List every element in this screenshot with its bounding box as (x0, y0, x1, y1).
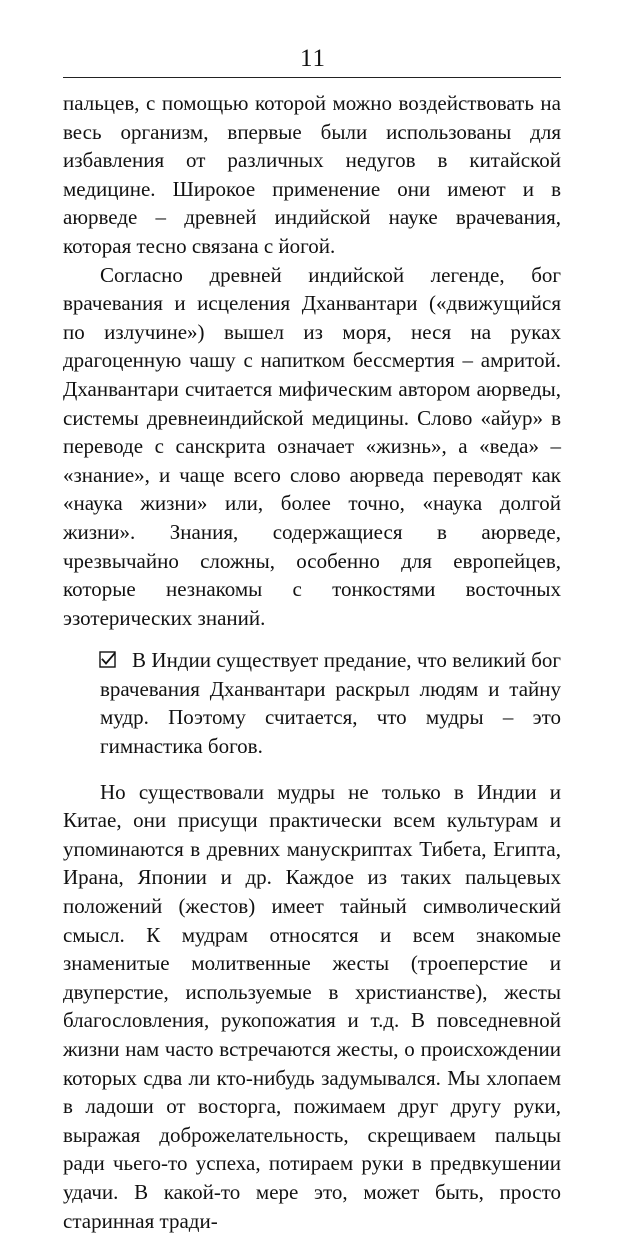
paragraph-mudras-cultures: Но существовали мудры не только в Индии и Китае, они присущи практически всем культурам и упоминаются в древних манускриптах Тибета, Египта, Ирана, Японии и др. Каждое из таких пальцевых положений (жестов) имеет тайный символический смысл. К мудрам относятся и всем знакомые знаменитые молитвенные жесты (троеперстие и двуперстие, используемые в христианстве), жесты благословления, рукопожатия и т.д. В повседневной жизни нам часто встречаются жесты, о происхождении которых сдва ли кто-нибудь задумывался. Мы хлопаем в ладоши от восторга, пожимаем друг другу руки, выражая доброжелательность, скрещиваем пальцы ради чьего-то успеха, потираем руки в предвкушении удачи. В какой-то мере это, может быть, просто старинная тради- (63, 779, 561, 1233)
header-rule (63, 77, 561, 78)
paragraph-continued: пальцев, с помощью которой можно воздействовать на весь организм, впервые были использованы для избавления от различных недугов в китайской медицине. Широкое применение они имеют и в аюрведе – древней индийской науке врачевания, которая тесно связана с йогой. (63, 91, 561, 258)
page-number: 11 (299, 45, 327, 72)
page-content (63, 89, 561, 1235)
paragraph-dhanvantari-legend: Согласно древней индийской легенде, бог врачевания и исцеления Дханвантари («движущийся по излучине») вышел из моря, неся на руках драгоценную чашу с напитком бессмертия – амритой. Дханвантари считается мифическим автором аюрведы, системы древнеиндийской медицины. Слово «айур» в переводе с санскрита означает «жизнь», а «веда» – «знание», и чаще всего слово аюрведа переводят как «наука жизни» или, более точно, «наука долгой жизни». Знания, содержащиеся в аюрведе, чрезвычайно сложны, особенно для европейцев, которые незнакомы с тонкостями восточных эзотерических знаний. (63, 262, 561, 630)
note-text: В Индии существует предание, что великий бог врачевания Дханвантари раскрыл людям и тайну мудр. Поэтому считается, что мудры – это гимнастика богов. (100, 648, 561, 759)
checked-box-icon (99, 651, 116, 668)
highlighted-note (63, 646, 561, 760)
